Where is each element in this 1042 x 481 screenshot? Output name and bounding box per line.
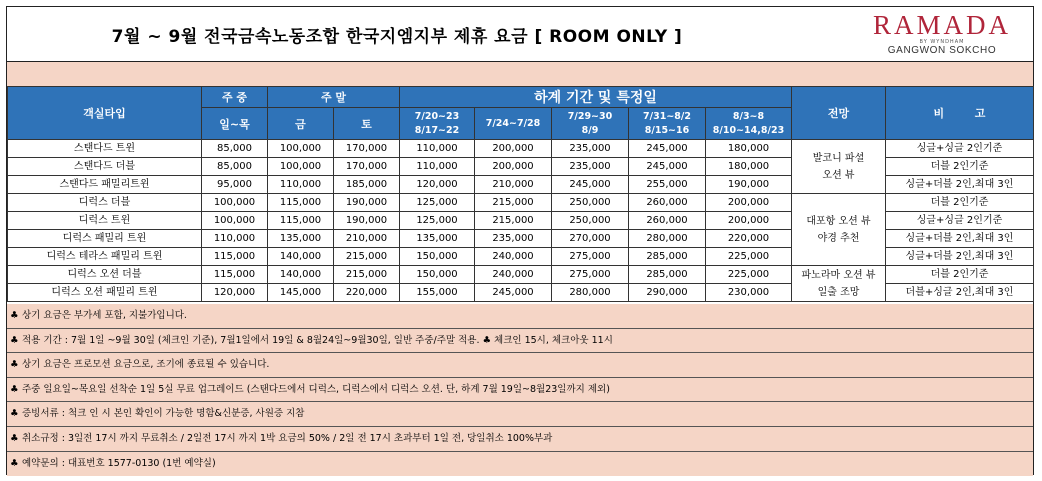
rate-period-5: 200,000 bbox=[706, 212, 792, 230]
club-icon: ♣ bbox=[10, 457, 19, 469]
remark: 싱글+더블 2인,최대 3인 bbox=[886, 176, 1034, 194]
rate-weekday: 85,000 bbox=[202, 140, 268, 158]
rate-period-1: 155,000 bbox=[400, 284, 475, 302]
rate-period-1: 125,000 bbox=[400, 194, 475, 212]
header-period-3 bbox=[552, 108, 629, 140]
rate-period-3: 250,000 bbox=[552, 194, 629, 212]
page-title: 7월 ~ 9월 전국금속노동조합 한국지엠지부 제휴 요금 [ ROOM ONLY ] bbox=[111, 26, 683, 47]
header-period-1 bbox=[400, 108, 475, 140]
rate-period-5: 220,000 bbox=[706, 230, 792, 248]
rate-sheet bbox=[6, 6, 1034, 475]
rate-period-5: 180,000 bbox=[706, 158, 792, 176]
room-type: 디럭스 더블 bbox=[8, 194, 202, 212]
rate-period-4: 260,000 bbox=[629, 194, 706, 212]
rate-fri: 145,000 bbox=[268, 284, 334, 302]
rate-weekday: 100,000 bbox=[202, 212, 268, 230]
rate-weekday: 100,000 bbox=[202, 194, 268, 212]
rate-period-5: 190,000 bbox=[706, 176, 792, 194]
remark: 싱글+더블 2인,최대 3인 bbox=[886, 230, 1034, 248]
room-type: 디럭스 테라스 패밀리 트윈 bbox=[8, 248, 202, 266]
note-text: 상기 요금은 프로모션 요금으로, 조기에 종료될 수 있습니다. bbox=[22, 359, 270, 371]
rate-sat: 190,000 bbox=[334, 212, 400, 230]
view-line1: 대포항 오션 뷰 bbox=[806, 215, 871, 227]
rate-period-5: 180,000 bbox=[706, 140, 792, 158]
room-type: 디럭스 오션 더블 bbox=[8, 266, 202, 284]
rate-period-4: 285,000 bbox=[629, 266, 706, 284]
room-type: 디럭스 패밀리 트윈 bbox=[8, 230, 202, 248]
rate-period-2: 215,000 bbox=[475, 212, 552, 230]
rate-period-4: 245,000 bbox=[629, 158, 706, 176]
note-item bbox=[7, 427, 1033, 452]
rate-fri: 115,000 bbox=[268, 194, 334, 212]
note-text: 증빙서류 : 척크 인 시 본인 확인이 가능한 명함&신분증, 사원증 지참 bbox=[22, 408, 305, 420]
view-line1: 발코니 파셜 bbox=[812, 152, 865, 164]
rate-period-5: 200,000 bbox=[706, 194, 792, 212]
header-period-5 bbox=[706, 108, 792, 140]
remark: 더블 2인기준 bbox=[886, 266, 1034, 284]
remark: 더블 2인기준 bbox=[886, 194, 1034, 212]
rate-period-2: 245,000 bbox=[475, 284, 552, 302]
rate-fri: 140,000 bbox=[268, 266, 334, 284]
header-room-type: 객실타입 bbox=[8, 87, 202, 140]
room-type: 스탠다드 패밀리트윈 bbox=[8, 176, 202, 194]
logo-brand: RAMADA bbox=[872, 10, 1011, 40]
header-weekday: 주 중 bbox=[202, 87, 268, 108]
view-line2: 야경 추천 bbox=[817, 232, 860, 244]
rate-period-2: 240,000 bbox=[475, 248, 552, 266]
rate-sat: 170,000 bbox=[334, 158, 400, 176]
remark: 싱글+싱글 2인기준 bbox=[886, 212, 1034, 230]
rate-period-5: 225,000 bbox=[706, 266, 792, 284]
rate-sat: 170,000 bbox=[334, 140, 400, 158]
table-row bbox=[8, 140, 1034, 158]
header-period-2 bbox=[475, 108, 552, 140]
header-weekday-days: 일~목 bbox=[202, 108, 268, 140]
rate-sat: 215,000 bbox=[334, 248, 400, 266]
rate-period-3: 235,000 bbox=[552, 158, 629, 176]
room-type: 디럭스 오션 패밀리 트윈 bbox=[8, 284, 202, 302]
rate-sat: 185,000 bbox=[334, 176, 400, 194]
header-sat: 토 bbox=[334, 108, 400, 140]
logo-location: GANGWON SOKCHO bbox=[887, 45, 997, 56]
rate-fri: 100,000 bbox=[268, 158, 334, 176]
view-line2: 일출 조망 bbox=[817, 286, 860, 298]
rate-weekday: 115,000 bbox=[202, 266, 268, 284]
rate-period-2: 215,000 bbox=[475, 194, 552, 212]
room-type: 디럭스 트윈 bbox=[8, 212, 202, 230]
period-3-line1: 7/29~30 bbox=[567, 110, 613, 122]
remark: 더블+싱글 2인,최대 3인 bbox=[886, 284, 1034, 302]
view-cell bbox=[792, 194, 886, 266]
rate-period-2: 240,000 bbox=[475, 266, 552, 284]
view-cell bbox=[792, 140, 886, 194]
rate-period-4: 280,000 bbox=[629, 230, 706, 248]
note-text: 예약문의 : 대표번호 1577-0130 (1번 예약실) bbox=[22, 457, 216, 469]
rate-period-4: 255,000 bbox=[629, 176, 706, 194]
rate-table bbox=[7, 86, 1034, 302]
divider-band bbox=[7, 61, 1033, 87]
rate-period-2: 210,000 bbox=[475, 176, 552, 194]
rate-fri: 135,000 bbox=[268, 230, 334, 248]
rate-sat: 215,000 bbox=[334, 266, 400, 284]
note-text: 주중 일요일~목요일 선착순 1일 5실 무료 업그레이드 (스탠다드에서 디럭스, 디럭스에서 디럭스 오션. 단, 하계 7월 19일~8월23일까지 제외) bbox=[22, 383, 610, 395]
club-icon: ♣ bbox=[10, 408, 19, 420]
club-icon: ♣ bbox=[10, 383, 19, 395]
rate-sat: 210,000 bbox=[334, 230, 400, 248]
rate-sat: 190,000 bbox=[334, 194, 400, 212]
note-item bbox=[7, 378, 1033, 403]
view-line1: 파노라마 오션 뷰 bbox=[801, 269, 876, 281]
room-type: 스탠다드 트윈 bbox=[8, 140, 202, 158]
header-view: 전망 bbox=[792, 87, 886, 140]
rate-fri: 115,000 bbox=[268, 212, 334, 230]
rate-period-3: 235,000 bbox=[552, 140, 629, 158]
note-item bbox=[7, 353, 1033, 378]
logo-by: BY WYNDHAM bbox=[919, 39, 965, 45]
header-period-4 bbox=[629, 108, 706, 140]
note-item bbox=[7, 402, 1033, 427]
room-type: 스탠다드 더블 bbox=[8, 158, 202, 176]
rate-period-2: 200,000 bbox=[475, 158, 552, 176]
rate-fri: 140,000 bbox=[268, 248, 334, 266]
rate-period-1: 120,000 bbox=[400, 176, 475, 194]
period-1-line1: 7/20~23 bbox=[414, 110, 460, 122]
ramada-logo bbox=[857, 11, 1027, 61]
period-4-line1: 7/31~8/2 bbox=[643, 110, 691, 122]
rate-period-1: 125,000 bbox=[400, 212, 475, 230]
rate-period-1: 135,000 bbox=[400, 230, 475, 248]
rate-sat: 220,000 bbox=[334, 284, 400, 302]
rate-period-1: 150,000 bbox=[400, 266, 475, 284]
rate-fri: 100,000 bbox=[268, 140, 334, 158]
club-icon: ♣ bbox=[10, 310, 19, 321]
note-text: 취소규정 : 3일전 17시 까지 무료취소 / 2일전 17시 까지 1박 요금의 50% / 2일 전 17시 초과부터 1일 전, 당일취소 100%부과 bbox=[22, 432, 553, 444]
table-row bbox=[8, 194, 1034, 212]
rate-fri: 110,000 bbox=[268, 176, 334, 194]
period-5-line1: 8/3~8 bbox=[732, 110, 765, 122]
rate-period-2: 200,000 bbox=[475, 140, 552, 158]
rate-period-5: 225,000 bbox=[706, 248, 792, 266]
rate-period-4: 260,000 bbox=[629, 212, 706, 230]
rate-period-3: 275,000 bbox=[552, 248, 629, 266]
remark: 싱글+싱글 2인기준 bbox=[886, 140, 1034, 158]
club-icon: ♣ bbox=[10, 334, 19, 346]
note-item bbox=[7, 304, 1033, 329]
header-weekend: 주 말 bbox=[268, 87, 400, 108]
rate-period-4: 285,000 bbox=[629, 248, 706, 266]
rate-period-3: 280,000 bbox=[552, 284, 629, 302]
rate-period-3: 245,000 bbox=[552, 176, 629, 194]
rate-period-3: 270,000 bbox=[552, 230, 629, 248]
rate-period-1: 110,000 bbox=[400, 140, 475, 158]
note-item bbox=[7, 329, 1033, 354]
note-text: 적용 기간 : 7월 1일 ~9월 30일 (체크인 기준), 7월1일에서 19일 & 8월24일~9월30일, 일반 주중/주말 적용. ♣ 체크인 15시, 체크아웃 11시 bbox=[22, 334, 613, 346]
rate-period-3: 275,000 bbox=[552, 266, 629, 284]
rate-period-1: 150,000 bbox=[400, 248, 475, 266]
rate-period-3: 250,000 bbox=[552, 212, 629, 230]
rate-weekday: 95,000 bbox=[202, 176, 268, 194]
club-icon: ♣ bbox=[10, 359, 19, 371]
rate-weekday: 85,000 bbox=[202, 158, 268, 176]
remark: 더블 2인기준 bbox=[886, 158, 1034, 176]
rate-weekday: 115,000 bbox=[202, 248, 268, 266]
note-text: 상기 요금은 부가세 포함, 지불가입니다. bbox=[22, 310, 187, 321]
period-3-line2: 8/9 bbox=[581, 124, 599, 136]
period-5-line2: 8/10~14,8/23 bbox=[712, 124, 785, 136]
period-1-line2: 8/17~22 bbox=[414, 124, 460, 136]
period-4-line2: 8/15~16 bbox=[644, 124, 690, 136]
view-cell bbox=[792, 266, 886, 302]
rate-period-4: 245,000 bbox=[629, 140, 706, 158]
rate-weekday: 120,000 bbox=[202, 284, 268, 302]
rate-period-2: 235,000 bbox=[475, 230, 552, 248]
rate-period-4: 290,000 bbox=[629, 284, 706, 302]
notes-section bbox=[7, 304, 1033, 476]
table-row bbox=[8, 266, 1034, 284]
header-fri: 금 bbox=[268, 108, 334, 140]
rate-period-5: 230,000 bbox=[706, 284, 792, 302]
rate-weekday: 110,000 bbox=[202, 230, 268, 248]
note-item bbox=[7, 452, 1033, 477]
header-note: 비 고 bbox=[886, 87, 1034, 140]
rate-period-1: 110,000 bbox=[400, 158, 475, 176]
remark: 싱글+더블 2인,최대 3인 bbox=[886, 248, 1034, 266]
header-summer: 하계 기간 및 특정일 bbox=[400, 87, 792, 108]
period-2-line1: 7/24~7/28 bbox=[485, 117, 541, 129]
club-icon: ♣ bbox=[10, 432, 19, 444]
view-line2: 오션 뷰 bbox=[822, 169, 855, 181]
